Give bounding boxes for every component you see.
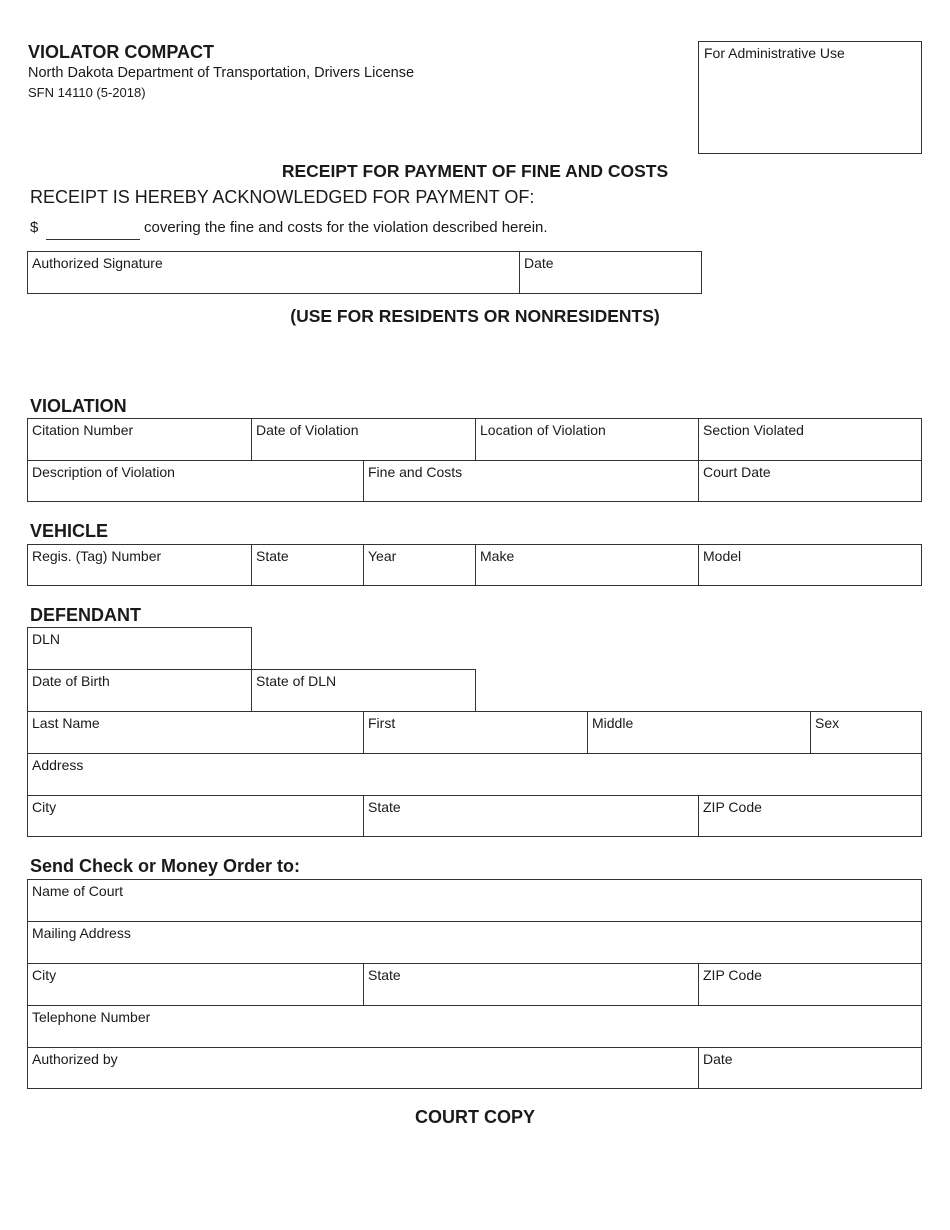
court-city-label: City <box>32 967 57 983</box>
defendant-state-field[interactable] <box>363 795 699 837</box>
authorized-signature-label: Authorized Signature <box>32 255 163 271</box>
receipt-title: RECEIPT FOR PAYMENT OF FINE AND COSTS <box>281 161 669 181</box>
sex-field[interactable] <box>810 711 922 754</box>
regis-tag-number-label: Regis. (Tag) Number <box>32 548 162 564</box>
section-violated-label: Section Violated <box>703 422 804 438</box>
form-title: VIOLATOR COMPACT <box>28 42 214 62</box>
description-of-violation-label: Description of Violation <box>32 464 175 480</box>
authorized-date-field[interactable] <box>698 1047 922 1089</box>
citation-number-label: Citation Number <box>32 422 134 438</box>
state-of-dln-field[interactable] <box>251 669 476 712</box>
vehicle-make-field[interactable] <box>475 544 699 586</box>
vehicle-state-field[interactable] <box>251 544 364 586</box>
defendant-state-label: State <box>368 799 401 815</box>
location-of-violation-field[interactable] <box>475 418 699 461</box>
court-zip-code-label: ZIP Code <box>703 967 762 983</box>
vehicle-model-field[interactable] <box>698 544 922 586</box>
court-zip-code-field[interactable] <box>698 963 922 1006</box>
date-of-birth-label: Date of Birth <box>32 673 110 689</box>
defendant-city-label: City <box>32 799 57 815</box>
authorized-by-label: Authorized by <box>32 1051 118 1067</box>
send-check-heading: Send Check or Money Order to: <box>30 856 301 876</box>
court-date-label: Court Date <box>703 464 771 480</box>
section-violated-field[interactable] <box>698 418 922 461</box>
use-for-residents-note: (USE FOR RESIDENTS OR NONRESIDENTS) <box>290 306 660 326</box>
defendant-address-label: Address <box>32 757 84 773</box>
dln-label: DLN <box>32 631 61 647</box>
vehicle-year-label: Year <box>368 548 397 564</box>
receipt-date-field[interactable] <box>519 251 702 294</box>
defendant-zip-code-label: ZIP Code <box>703 799 762 815</box>
first-name-label: First <box>368 715 396 731</box>
department-name: North Dakota Department of Transportation, Drivers License <box>28 65 415 81</box>
authorized-by-field[interactable] <box>27 1047 699 1089</box>
mailing-address-label: Mailing Address <box>32 925 131 941</box>
court-city-field[interactable] <box>27 963 364 1006</box>
court-date-field[interactable] <box>698 460 922 502</box>
vehicle-model-label: Model <box>703 548 742 564</box>
mailing-address-field[interactable] <box>27 921 922 964</box>
court-state-field[interactable] <box>363 963 699 1006</box>
dollar-sign: $ <box>30 219 39 236</box>
defendant-address-field[interactable] <box>27 753 922 796</box>
telephone-number-field[interactable] <box>27 1005 922 1048</box>
vehicle-year-field[interactable] <box>363 544 476 586</box>
middle-name-field[interactable] <box>587 711 811 754</box>
state-of-dln-label: State of DLN <box>256 673 337 689</box>
telephone-number-label: Telephone Number <box>32 1009 151 1025</box>
last-name-label: Last Name <box>32 715 100 731</box>
receipt-acknowledgement: RECEIPT IS HEREBY ACKNOWLEDGED FOR PAYMENT OF: <box>30 187 535 207</box>
administrative-use-box <box>698 41 922 154</box>
first-name-field[interactable] <box>363 711 588 754</box>
court-state-label: State <box>368 967 401 983</box>
last-name-field[interactable] <box>27 711 364 754</box>
citation-number-field[interactable] <box>27 418 252 461</box>
fine-and-costs-field[interactable] <box>363 460 699 502</box>
court-copy-label: COURT COPY <box>414 1107 535 1127</box>
location-of-violation-label: Location of Violation <box>480 422 606 438</box>
middle-name-label: Middle <box>592 715 634 731</box>
authorized-signature-field[interactable] <box>27 251 520 294</box>
sex-label: Sex <box>815 715 840 731</box>
defendant-zip-code-field[interactable] <box>698 795 922 837</box>
name-of-court-field[interactable] <box>27 879 922 922</box>
date-of-violation-label: Date of Violation <box>256 422 359 438</box>
covering-text: covering the fine and costs for the violation described herein. <box>144 219 548 236</box>
defendant-heading: DEFENDANT <box>30 605 141 625</box>
regis-tag-number-field[interactable] <box>27 544 252 586</box>
administrative-use-label: For Administrative Use <box>704 45 845 61</box>
receipt-date-label: Date <box>524 255 554 271</box>
vehicle-make-label: Make <box>480 548 515 564</box>
defendant-city-field[interactable] <box>27 795 364 837</box>
dln-field[interactable] <box>27 627 252 670</box>
vehicle-heading: VEHICLE <box>30 521 109 541</box>
vehicle-state-label: State <box>256 548 289 564</box>
form-number: SFN 14110 (5-2018) <box>28 85 146 100</box>
authorized-date-label: Date <box>703 1051 733 1067</box>
date-of-violation-field[interactable] <box>251 418 476 461</box>
description-of-violation-field[interactable] <box>27 460 364 502</box>
payment-amount-field[interactable] <box>46 239 140 240</box>
fine-and-costs-label: Fine and Costs <box>368 464 463 480</box>
date-of-birth-field[interactable] <box>27 669 252 712</box>
name-of-court-label: Name of Court <box>32 883 124 899</box>
violation-heading: VIOLATION <box>30 396 127 416</box>
